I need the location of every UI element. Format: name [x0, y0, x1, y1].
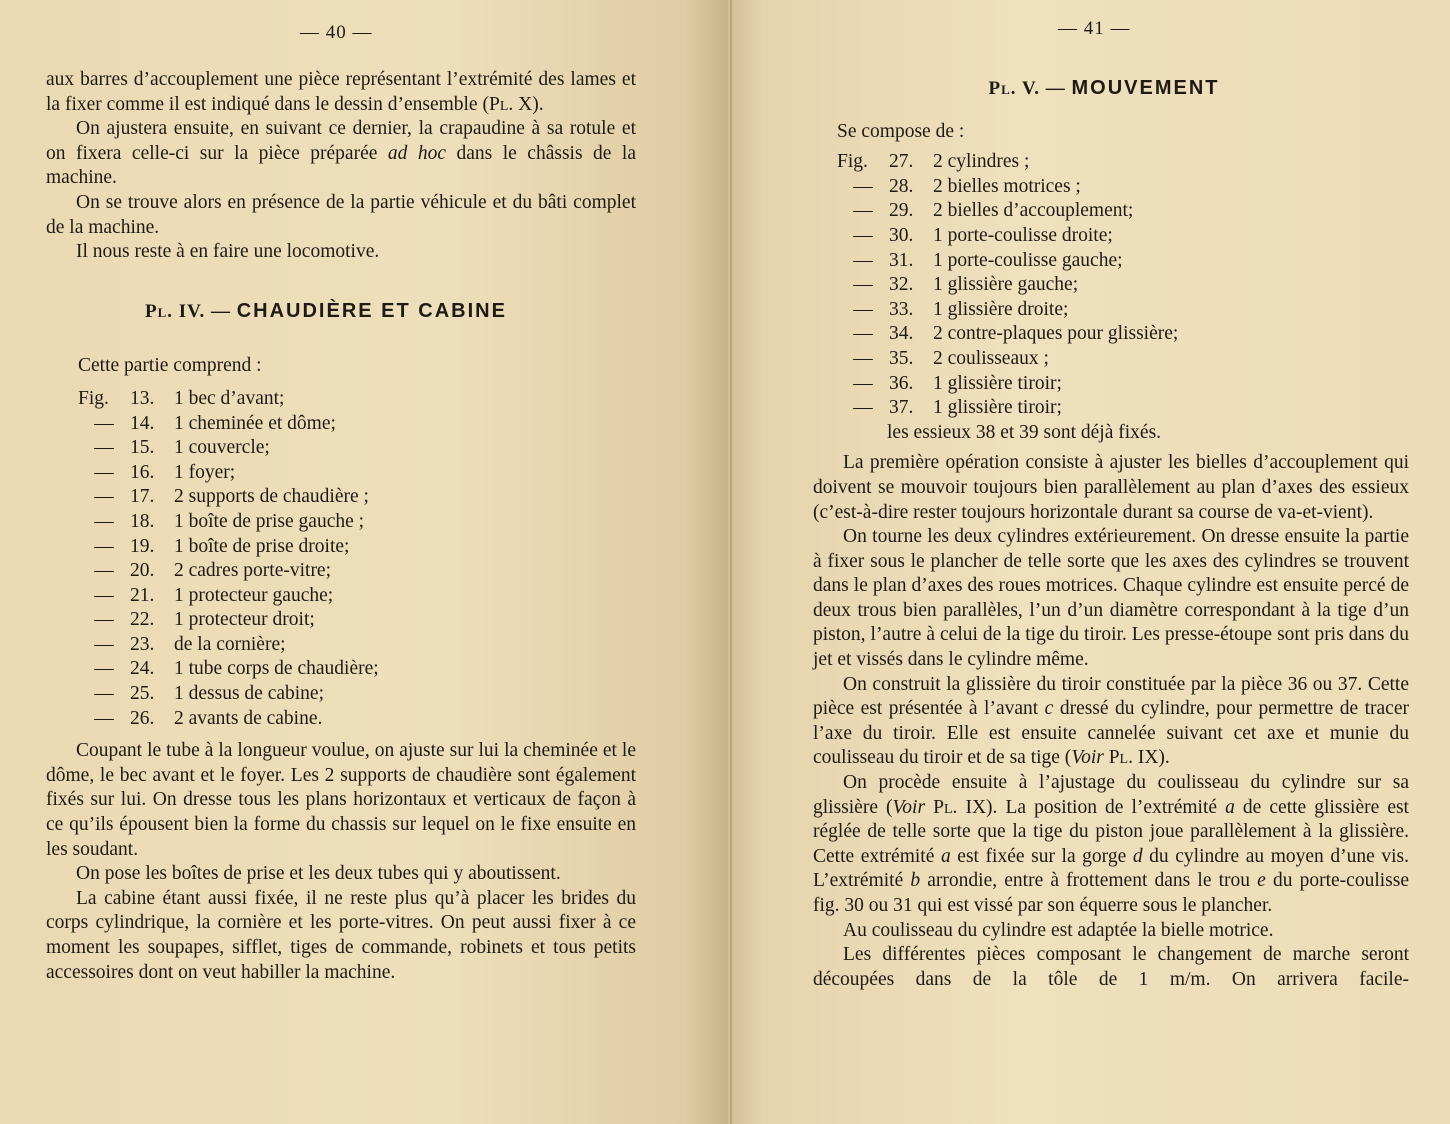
figure-list	[813, 150, 1409, 421]
figure-list-item	[78, 682, 636, 707]
figure-description: 2 coulisseaux ;	[933, 347, 1049, 369]
ditto-dash: —	[94, 683, 114, 705]
figure-list-item	[78, 510, 636, 535]
figure-list-item	[78, 657, 636, 682]
figure-description: de la cornière;	[174, 633, 286, 655]
figure-description: 2 cadres porte-vitre;	[174, 560, 332, 582]
section-heading: Pl. IV. — CHAUDIÈRE ET CABINE	[145, 299, 507, 322]
figure-list-item	[837, 273, 1409, 298]
figure-number: 34.	[889, 323, 914, 345]
list-intro: Se compose de :	[837, 120, 965, 142]
figure-list-item	[78, 412, 636, 437]
figure-number: 29.	[889, 200, 914, 222]
figure-description: 2 bielles d’accouplement;	[933, 200, 1134, 222]
paragraph: Coupant le tube à la longueur voulue, on ajuste sur lui la cheminée et le dôme, le bec avant et le foyer. Les 2 supports de chaudière sont également fixés sur lui. On dresse tous les plans horizontaux et verticaux de façon à ce qu’ils épousent bien la forme du chassis sur lequel on le fixe ensuite en les soudant.	[46, 740, 636, 860]
figure-list-item	[837, 347, 1409, 372]
figure-description: 1 cheminée et dôme;	[174, 412, 336, 434]
figure-description: 1 boîte de prise gauche ;	[174, 510, 365, 532]
left-page-text	[46, 68, 636, 985]
paragraph: La première opération consiste à ajuster les bielles d’accouplement qui doivent se mouvoir toujours bien parallèlement au plan d’axes des essieux (c’est-à-dire rester toujours horizontale durant sa course de va-et-vient).	[813, 452, 1409, 523]
figure-list-item	[78, 436, 636, 461]
figure-list	[46, 387, 636, 731]
figure-list-item	[837, 224, 1409, 249]
figure-number: 13.	[130, 387, 155, 409]
ditto-dash: —	[853, 175, 873, 197]
figure-number: 28.	[889, 175, 914, 197]
figure-list-item	[78, 633, 636, 658]
paragraph: Au coulisseau du cylindre est adaptée la bielle motrice.	[843, 919, 1274, 941]
figure-description: 1 porte-coulisse gauche;	[933, 249, 1123, 271]
ditto-dash: —	[94, 412, 114, 434]
ditto-dash: —	[94, 707, 114, 729]
figure-list-item	[837, 249, 1409, 274]
figure-list-item	[78, 608, 636, 633]
figure-description: 2 contre-plaques pour glissière;	[933, 323, 1179, 345]
paragraph: On tourne les deux cylindres extérieurement. On dresse ensuite la partie à fixer sous le plancher de telle sorte que les axes des cylindres se trouvent dans le plan d’axes des roues motrices. Chaque cylindre est ensuite percé de deux trous bien parallèles, l’un d’un diamètre correspondant à la tige d’un piston, l’autre à celui de la tige du tiroir. Les presse-étoupe sont pris dans du jet et vissés dans le cylindre même.	[813, 526, 1409, 671]
ditto-dash: —	[94, 609, 114, 631]
figure-description: 1 couvercle;	[174, 437, 270, 459]
figure-description: 1 glissière droite;	[933, 298, 1069, 320]
figure-description: 1 foyer;	[174, 461, 236, 483]
figure-description: 2 supports de chaudière ;	[174, 486, 369, 508]
page-number: — 41 —	[1058, 18, 1131, 39]
paragraph: On procède ensuite à l’ajustage du coulisseau du cylindre sur sa glissière (Voir Pl. IX). La position de l’extrémité a de cette glissière est réglée de telle sorte que la tige du piston joue parallèlement à la glissière. Cette extrémité a est fixée sur la gorge d du cylindre au moyen d’une vis. L’extrémité b arrondie, entre à frottement dans le trou e du porte-coulisse fig. 30 ou 31 qui est vissé par son équerre sous le plancher.	[813, 772, 1409, 916]
figure-list-item	[78, 535, 636, 560]
figure-number: 37.	[889, 397, 914, 419]
figure-description: 1 boîte de prise droite;	[174, 535, 350, 557]
ditto-dash: —	[94, 633, 114, 655]
figure-list-item	[78, 387, 636, 412]
right-page-text	[813, 76, 1409, 992]
figure-description: 1 bec d’avant;	[174, 387, 285, 409]
ditto-dash: —	[94, 437, 114, 459]
figure-description: 1 glissière tiroir;	[933, 372, 1062, 394]
figure-list-item	[78, 485, 636, 510]
figure-list-item	[78, 559, 636, 584]
figure-list-item	[837, 175, 1409, 200]
figure-list-item	[837, 372, 1409, 397]
right-page	[728, 0, 1450, 1124]
ditto-dash: —	[94, 584, 114, 606]
ditto-dash: —	[853, 249, 873, 271]
figure-description: 1 glissière gauche;	[933, 274, 1079, 296]
figure-number: 23.	[130, 633, 155, 655]
paragraph: Il nous reste à en faire une locomotive.	[76, 241, 380, 263]
figure-list-item	[78, 707, 636, 732]
page-number: — 40 —	[300, 22, 373, 43]
list-intro: Cette partie comprend :	[78, 355, 262, 377]
ditto-dash: —	[853, 274, 873, 296]
ditto-dash: —	[94, 510, 114, 532]
figure-description: 2 cylindres ;	[933, 151, 1030, 173]
paragraph: On se trouve alors en présence de la partie véhicule et du bâti complet de la machine.	[46, 191, 636, 238]
figure-number: 27.	[889, 151, 914, 173]
figure-list-item	[837, 199, 1409, 224]
ditto-dash: —	[94, 486, 114, 508]
ditto-dash: —	[94, 461, 114, 483]
figure-list-item	[78, 584, 636, 609]
figure-number: 26.	[130, 707, 155, 729]
ditto-dash: —	[853, 347, 873, 369]
figure-number: 21.	[130, 584, 155, 606]
paragraph: Les différentes pièces composant le changement de marche seront découpées dans de la tôle de 1 m/m. On arrivera facile-	[813, 944, 1409, 990]
figure-description: 1 porte-coulisse droite;	[933, 224, 1113, 246]
ditto-dash: —	[853, 372, 873, 394]
figure-description: 2 avants de cabine.	[174, 707, 323, 729]
figure-description: 1 protecteur gauche;	[174, 584, 334, 606]
figure-number: 32.	[889, 274, 914, 296]
paragraph: La cabine étant aussi fixée, il ne reste plus qu’à placer les brides du corps cylindrique, la cornière et les porte-vitres. On peut aussi fixer à ce moment les soupapes, sifflet, tiges de commande, robinets et tous petits accessoires dont on veut habiller la machine.	[46, 887, 636, 983]
ditto-dash: —	[94, 658, 114, 680]
book-gutter	[730, 0, 732, 1124]
figure-number: 22.	[130, 609, 155, 631]
figure-number: 14.	[130, 412, 155, 434]
figure-description: 1 tube corps de chaudière;	[174, 658, 379, 680]
figure-description: 1 glissière tiroir;	[933, 397, 1062, 419]
paragraph: On pose les boîtes de prise et les deux tubes qui y aboutissent.	[76, 863, 561, 885]
figure-number: 35.	[889, 347, 914, 369]
fig-label: Fig.	[837, 151, 868, 173]
ditto-dash: —	[853, 200, 873, 222]
paragraph: aux barres d’accouplement une pièce représentant l’extrémité des lames et la fixer comme il est indiqué dans le dessin d’ensemble (Pl. X).	[46, 69, 636, 115]
ditto-dash: —	[94, 535, 114, 557]
figure-number: 33.	[889, 298, 914, 320]
paragraph: On ajustera ensuite, en suivant ce dernier, la crapaudine à sa rotule et on fixera celle-ci sur la pièce préparée ad hoc dans le châssis de la machine.	[46, 118, 636, 189]
figure-list-item	[837, 298, 1409, 323]
figure-number: 31.	[889, 249, 914, 271]
figure-list-item	[837, 150, 1409, 175]
figure-number: 16.	[130, 461, 155, 483]
ditto-dash: —	[853, 397, 873, 419]
figure-number: 15.	[130, 437, 155, 459]
section-heading: Pl. V. — MOUVEMENT	[988, 77, 1220, 99]
figure-description: 2 bielles motrices ;	[933, 175, 1081, 197]
figure-number: 19.	[130, 535, 155, 557]
ditto-dash: —	[94, 560, 114, 582]
figure-list-item	[78, 461, 636, 486]
figure-number: 18.	[130, 510, 155, 532]
figure-number: 30.	[889, 224, 914, 246]
figure-number: 24.	[130, 658, 155, 680]
list-note: les essieux 38 et 39 sont déjà fixés.	[887, 421, 1162, 443]
ditto-dash: —	[853, 323, 873, 345]
figure-number: 25.	[130, 683, 155, 705]
figure-number: 20.	[130, 560, 155, 582]
paragraph: On construit la glissière du tiroir constituée par la pièce 36 ou 37. Cette pièce est présentée à l’avant c dressé du cylindre, pour permettre de tracer l’axe du tiroir. Elle est ensuite cannelée suivant cet axe et munie du coulisseau du tiroir et de sa tige (Voir Pl. IX).	[813, 673, 1409, 769]
figure-description: 1 dessus de cabine;	[174, 683, 325, 705]
figure-list-item	[837, 322, 1409, 347]
figure-number: 17.	[130, 486, 155, 508]
ditto-dash: —	[853, 298, 873, 320]
figure-number: 36.	[889, 372, 914, 394]
fig-label: Fig.	[78, 387, 109, 409]
figure-list-item	[837, 396, 1409, 421]
figure-description: 1 protecteur droit;	[174, 609, 315, 631]
ditto-dash: —	[853, 224, 873, 246]
